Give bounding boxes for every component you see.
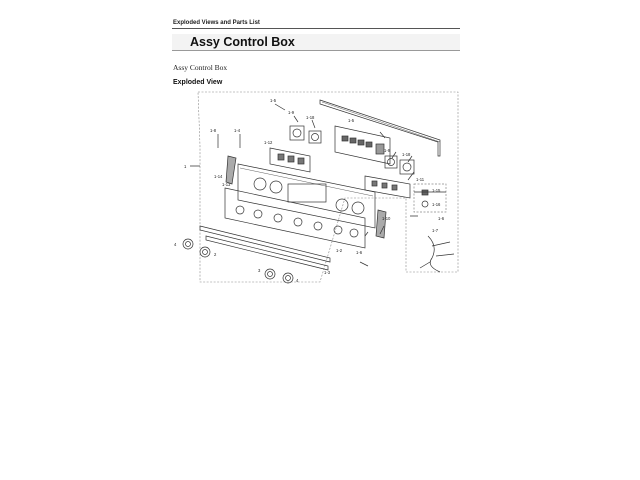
callout-2: 2 [214,252,217,257]
callout-1-18: 1-18 [402,152,411,157]
subsection-title: Exploded View [173,79,223,86]
encoder-1-18-left [290,126,304,140]
encoder-1-18-right [400,160,414,174]
knob-left-2 [200,247,210,257]
page-title: Assy Control Box [190,35,295,49]
encoder-1-8-left [309,131,321,143]
encoder-1-9 [385,156,397,168]
callout-1-3: 1-3 [324,270,331,275]
control-panel-body [238,164,375,228]
knob-bottom-2 [283,273,293,283]
callout-1-14: 1-14 [214,174,223,179]
lower-trim-1 [200,226,330,262]
callout-1-8-left: 1-8 [210,128,217,133]
callout-1-17-side: 1-6 [438,216,445,221]
callout-1-7: 1-7 [432,228,439,233]
knob-left-1 [183,239,193,249]
callout-1-4: 1-4 [234,128,241,133]
callout-1-6: 1-6 [356,250,363,255]
callout-1-9-top: 1-9 [288,110,295,115]
assembly-outline [198,92,458,282]
exploded-view-diagram [170,86,470,296]
callout-1-11: 1-11 [416,177,425,182]
callout-1-2: 1-2 [336,248,343,253]
callout-1-18-top: 1-18 [306,115,315,120]
control-board-main [335,126,390,164]
display-board-left [270,148,310,172]
display-board-right [365,176,410,198]
callout-1-15: 1-15 [432,188,441,193]
page-title-bar [172,34,460,51]
header-divider [172,28,460,29]
right-end-cap [376,210,386,238]
left-end-cap [226,156,236,184]
callout-1-9: 1-9 [384,148,391,153]
section-title: Assy Control Box [173,63,228,72]
callout-1-16: 1-16 [432,202,441,207]
callout-1-5-board: 1-5 [348,118,355,123]
callout-1-12: 1-12 [264,140,273,145]
small-parts-box [414,184,446,212]
callout-1-13: 1-13 [222,182,231,187]
callout-1-5-top: 1-5 [270,98,277,103]
callout-4-left: 4 [174,242,177,247]
callout-3: 3 [258,268,261,273]
knob-bottom-1 [265,269,275,279]
wire-harness [420,236,454,272]
knob-panel [225,188,365,248]
header-label: Exploded Views and Parts List [173,20,260,26]
callout-4-bottom: 4 [296,278,299,283]
callout-1: 1 [184,164,187,169]
callout-1-10: 1-10 [382,216,391,221]
